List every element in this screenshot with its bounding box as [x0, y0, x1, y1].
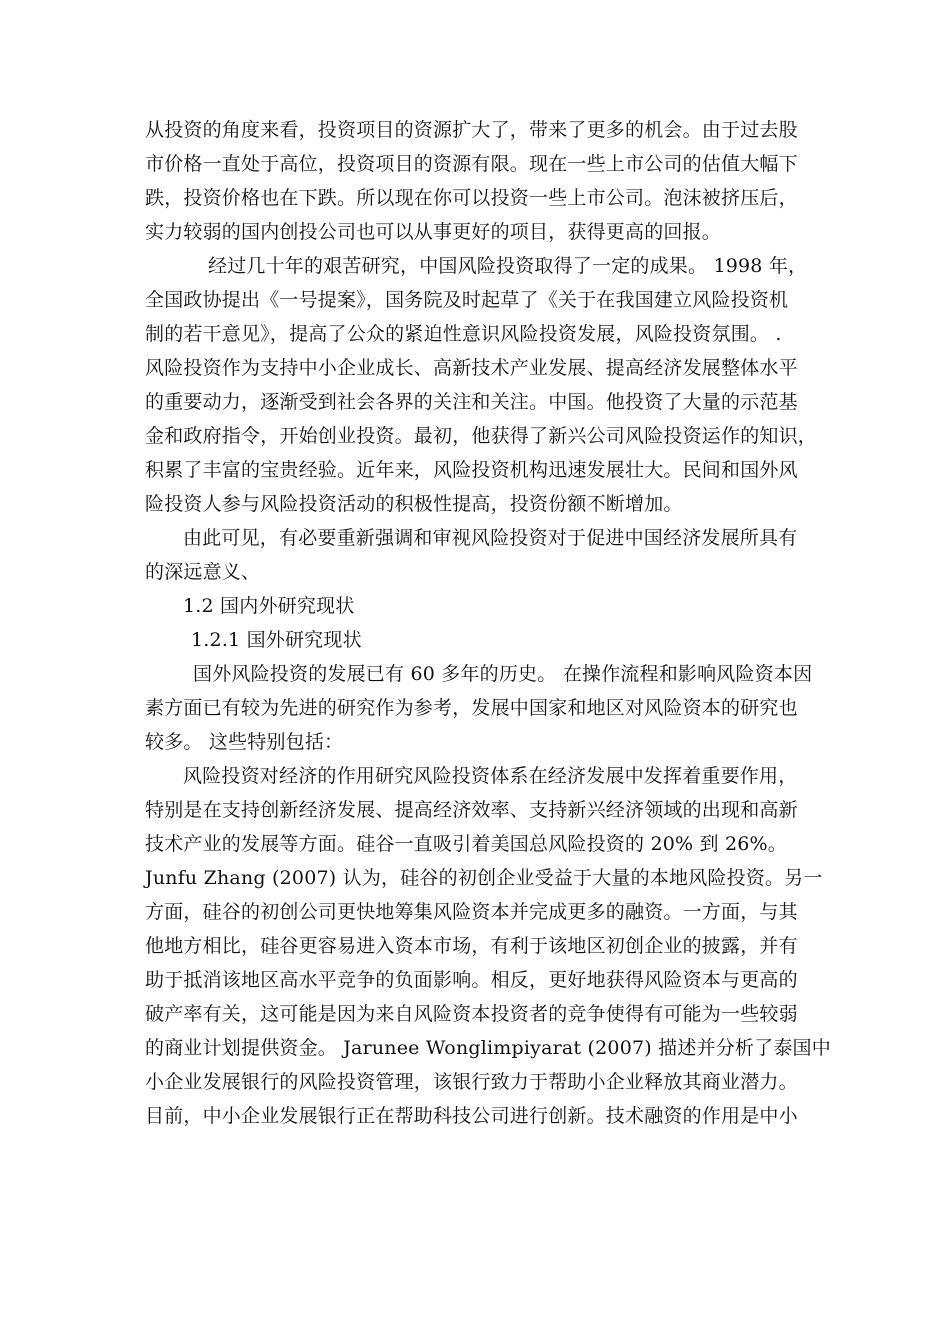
text-line: 国外风险投资的发展已有 60 多年的历史。 在操作流程和影响风险资本因	[193, 663, 813, 685]
text-line: 风险投资对经济的作用研究风险投资体系在经济发展中发挥着重要作用，	[183, 765, 798, 787]
text-line: 破产率有关，这可能是因为来自风险资本投资者的竞争使得有可能为一些较弱	[145, 1003, 798, 1025]
subsection-heading: 1.2.1 国外研究现状	[191, 629, 362, 651]
text-line: 制的若干意见》，提高了公众的紧迫性意识风险投资发展，风险投资氛围。 .	[145, 323, 782, 345]
text-line: 跌，投资价格也在下跌。所以现在你可以投资一些上市公司。泡沫被挤压后，	[145, 187, 798, 209]
text-line: 风险投资作为支持中小企业成长、高新技术产业发展、提高经济发展整体水平	[145, 357, 798, 379]
text-line: 助于抵消该地区高水平竞争的负面影响。相反，更好地获得风险资本与更高的	[145, 969, 798, 991]
text-line: 积累了丰富的宝贵经验。近年来，风险投资机构迅速发展壮大。民间和国外风	[145, 459, 798, 481]
text-line: 全国政协提出《一号提案》，国务院及时起草了《关于在我国建立风险投资机	[145, 289, 789, 311]
text-line: 的商业计划提供资金。 Jarunee Wonglimpiyarat (2007) 描述并分析了泰国中	[145, 1037, 831, 1059]
text-line: 市价格一直处于高位，投资项目的资源有限。现在一些上市公司的估值大幅下	[145, 153, 798, 175]
text-line: 素方面已有较为先进的研究作为参考，发展中国家和地区对风险资本的研究也	[145, 697, 798, 719]
text-line: 金和政府指令，开始创业投资。最初，他获得了新兴公司风险投资运作的知识，	[145, 425, 818, 447]
text-line: 险投资人参与风险投资活动的积极性提高，投资份额不断增加。	[145, 493, 683, 515]
text-line: 技术产业的发展等方面。硅谷一直吸引着美国总风险投资的 20% 到 26%。	[145, 833, 787, 855]
text-line: 小企业发展银行的风险投资管理，该银行致力于帮助小企业释放其商业潜力。	[145, 1071, 798, 1093]
text-line: 他地方相比，硅谷更容易进入资本市场，有利于该地区初创企业的披露，并有	[145, 935, 798, 957]
text-line: 目前，中小企业发展银行正在帮助科技公司进行创新。技术融资的作用是中小	[145, 1105, 798, 1127]
text-line: 较多。 这些特别包括：	[145, 731, 344, 753]
text-line: 特别是在支持创新经济发展、提高经济效率、支持新兴经济领域的出现和高新	[145, 799, 798, 821]
text-line: 经过几十年的艰苦研究，中国风险投资取得了一定的成果。 1998 年，	[208, 255, 808, 277]
text-line: 方面，硅谷的初创公司更快地筹集风险资本并完成更多的融资。一方面，与其	[145, 901, 798, 923]
section-heading: 1.2 国内外研究现状	[183, 595, 355, 617]
text-line: 的深远意义、	[145, 561, 261, 583]
text-line: 由此可见，有必要重新强调和审视风险投资对于促进中国经济发展所具有	[183, 527, 798, 549]
text-line: 实力较弱的国内创投公司也可以从事更好的项目，获得更高的回报。	[145, 221, 722, 243]
text-line: Junfu Zhang (2007) 认为，硅谷的初创企业受益于大量的本地风险投资。另一	[145, 867, 823, 889]
text-line: 从投资的角度来看，投资项目的资源扩大了，带来了更多的机会。由于过去股	[145, 119, 798, 141]
text-line: 的重要动力，逐渐受到社会各界的关注和关注。中国。他投资了大量的示范基	[145, 391, 798, 413]
